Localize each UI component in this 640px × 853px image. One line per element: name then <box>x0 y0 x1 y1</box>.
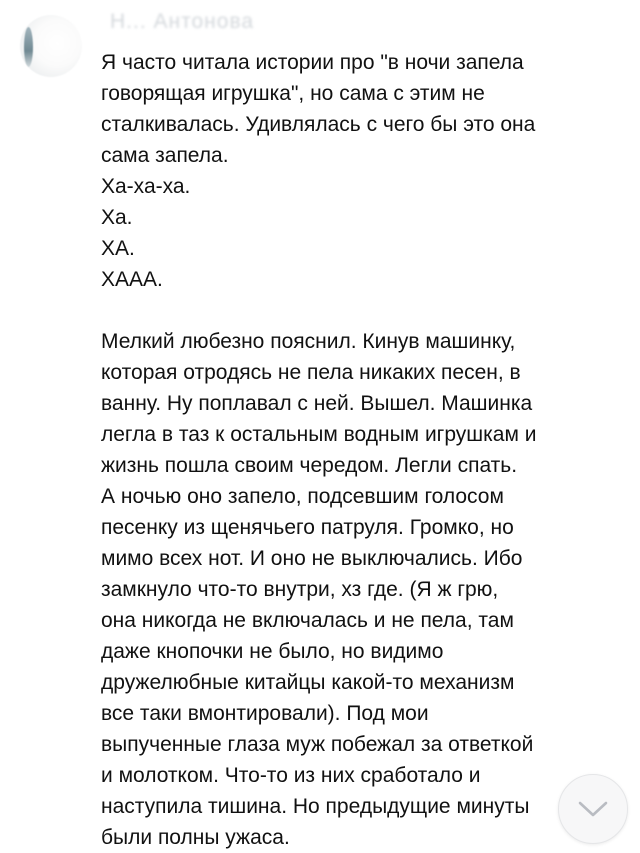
comment-line: все таки вмонтировали). Под мои <box>101 702 429 725</box>
comment-line: жизнь пошла своим чередом. Легли спать. <box>101 454 518 477</box>
comment-line: ХА. <box>101 237 135 260</box>
comment-line: даже кнопочки не было, но видимо <box>101 640 444 663</box>
comment-line: замкнуло что-то внутри, хз где. (Я ж грю, <box>101 578 499 601</box>
comment-line: сама запела. <box>101 144 229 167</box>
comment-line: дружелюбные китайцы какой-то механизм <box>101 671 515 694</box>
comment-line: говорящая игрушка", но сама с этим не <box>101 82 485 105</box>
comment-line: ванну. Ну поплавал с ней. Вышел. Машинка <box>101 392 533 415</box>
chevron-down-icon <box>578 800 608 818</box>
scroll-down-button[interactable] <box>558 774 628 844</box>
comment-text <box>101 47 631 853</box>
author-name[interactable]: Н... Антонова <box>110 10 255 33</box>
avatar-image <box>24 27 33 67</box>
comment-line: легла в таз к остальным водным игрушкам и <box>101 423 537 446</box>
comment-line: Я часто читала истории про "в ночи запела <box>101 51 524 74</box>
comment-line: выпученные глаза муж побежал за ответкой <box>101 733 534 756</box>
comment-line: наступила тишина. Но предыдущие минуты <box>101 795 530 818</box>
paragraph-gap <box>101 295 631 326</box>
comment-line: она никогда не включалась и не пела, там <box>101 609 514 632</box>
comment-line: которая отродясь не пела никаких песен, в <box>101 361 521 384</box>
comment-line: были полны ужаса. <box>101 826 290 849</box>
comment-line: ХААА. <box>101 268 163 291</box>
comment-line: песенку из щенячьего патруля. Громко, но <box>101 516 514 539</box>
comment-line: Ха-ха-ха. <box>101 175 191 198</box>
comment-line: А ночью оно запело, подсевшим голосом <box>101 485 504 508</box>
comment-line: Ха. <box>101 206 133 229</box>
comment-line: сталкивалась. Удивлялась с чего бы это она <box>101 113 536 136</box>
comment-line: мимо всех нот. И оно не выключались. Ибо <box>101 547 523 570</box>
comment-line: Мелкий любезно пояснил. Кинув машинку, <box>101 330 516 353</box>
avatar[interactable] <box>20 15 82 77</box>
comment-line: и молотком. Что-то из них сработало и <box>101 764 481 787</box>
